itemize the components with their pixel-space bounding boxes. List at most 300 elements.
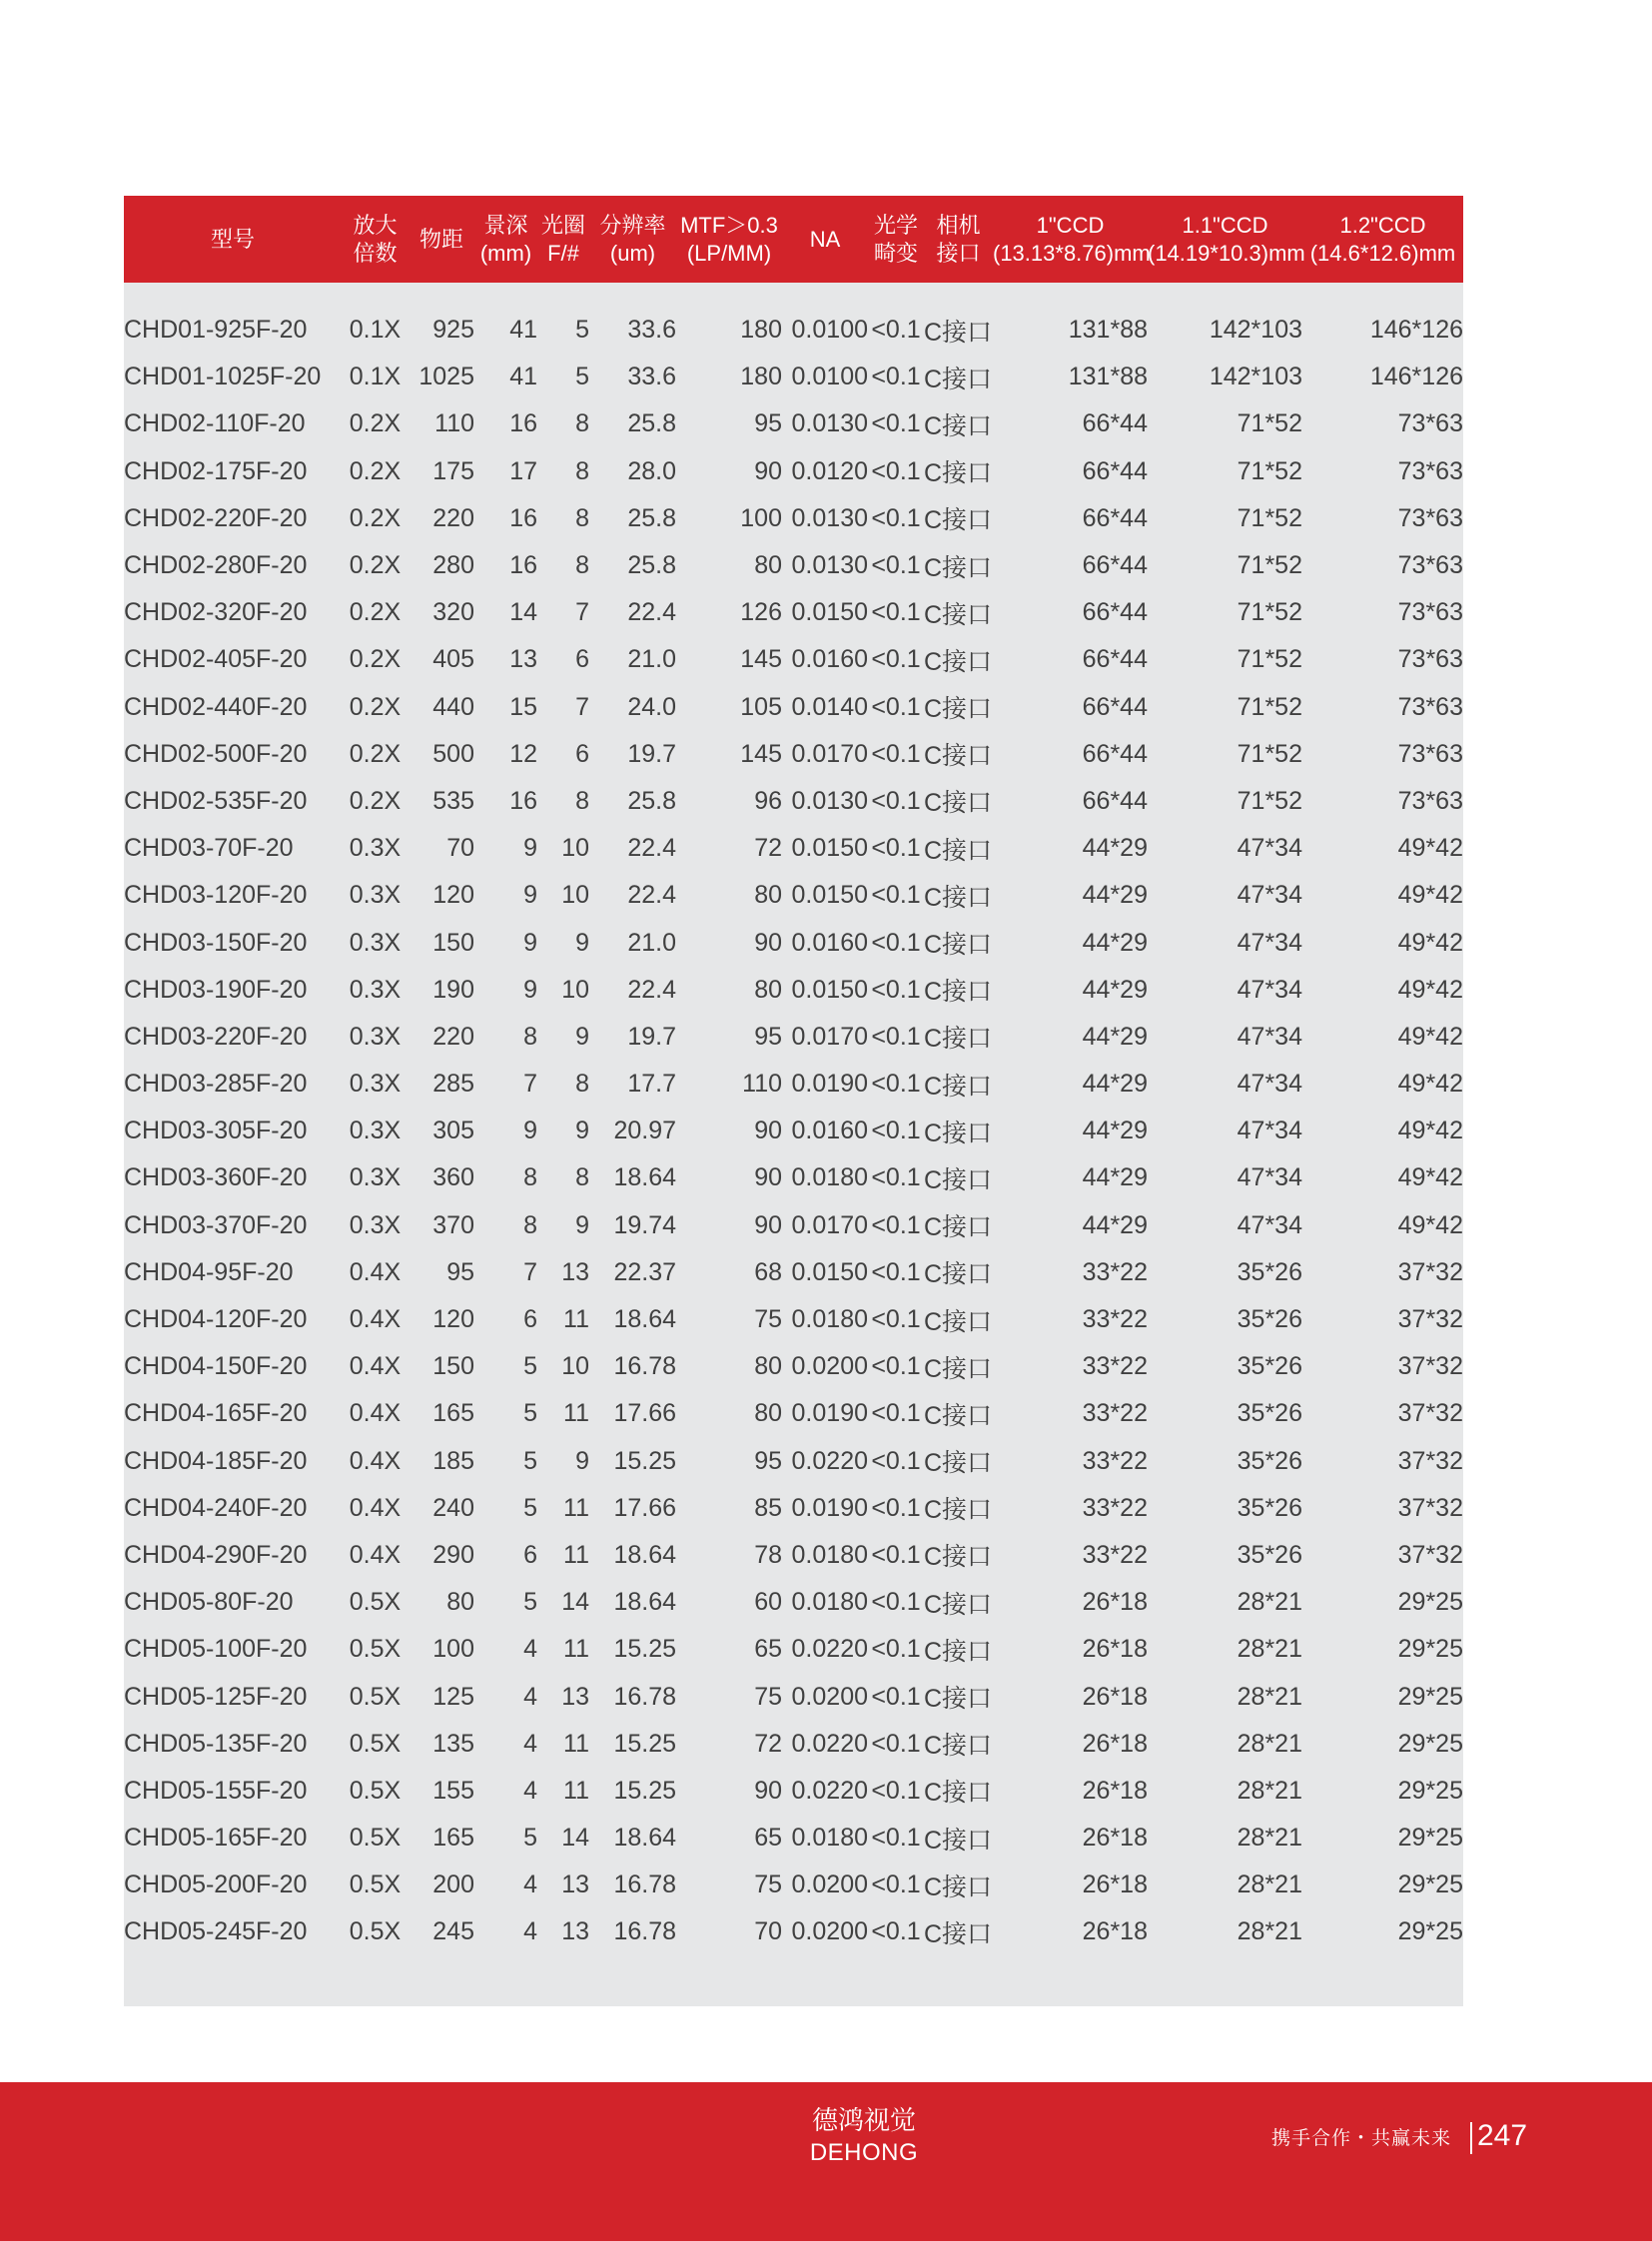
ccd-1in-cell: 26*18 [1082, 1917, 1148, 1946]
column-header-line2: (mm) [479, 240, 532, 266]
ccd-1-2in-cell: 49*42 [1397, 975, 1463, 1004]
table-row [124, 1438, 1463, 1485]
na-cell: 0.0100 [791, 363, 868, 391]
ccd-1-1in-cell: 47*34 [1237, 834, 1302, 863]
ccd-1in-cell: 33*22 [1082, 1352, 1148, 1381]
magnification-cell: 0.3X [349, 1163, 402, 1192]
camera-mount-cell: C接口 [924, 1119, 993, 1147]
depth-of-field-cell: 5 [523, 1352, 537, 1381]
camera-mount-cell: C接口 [924, 1072, 993, 1101]
magnification-cell: 0.5X [349, 1729, 402, 1758]
mtf-cell: 90 [754, 456, 782, 485]
na-cell: 0.0150 [791, 834, 868, 863]
mtf-cell: 68 [754, 1257, 782, 1286]
ccd-1-1in-cell: 71*52 [1237, 692, 1302, 721]
table-row [124, 307, 1463, 354]
camera-mount-cell: C接口 [924, 1872, 993, 1901]
distortion-cell: <0.1 [871, 1070, 921, 1099]
depth-of-field-cell: 4 [523, 1729, 537, 1758]
working-distance-cell: 185 [432, 1446, 474, 1475]
distortion-cell: <0.1 [871, 1163, 921, 1192]
footer-slogan: 携手合作・共赢未来 [1271, 2128, 1452, 2149]
distortion-cell: <0.1 [871, 834, 921, 863]
na-cell: 0.0150 [791, 598, 868, 627]
ccd-1-1in-cell: 28*21 [1237, 1870, 1302, 1899]
magnification-cell: 0.5X [349, 1824, 402, 1853]
column-header-line2: 倍数 [353, 240, 398, 266]
magnification-cell: 0.2X [349, 409, 402, 438]
table-row [124, 919, 1463, 966]
working-distance-cell: 120 [432, 881, 474, 910]
model-cell: CHD03-360F-20 [124, 1163, 308, 1192]
camera-mount-cell: C接口 [924, 1637, 993, 1666]
working-distance-cell: 285 [432, 1070, 474, 1099]
distortion-cell: <0.1 [871, 1446, 921, 1475]
distortion-cell: <0.1 [871, 1870, 921, 1899]
depth-of-field-cell: 16 [509, 786, 537, 815]
magnification-cell: 0.4X [349, 1493, 402, 1522]
column-header-line1: 型号 [210, 226, 255, 252]
magnification-cell: 0.4X [349, 1446, 402, 1475]
ccd-1-2in-cell: 29*25 [1397, 1824, 1463, 1853]
ccd-1in-cell: 44*29 [1082, 1022, 1148, 1051]
mtf-cell: 90 [754, 1210, 782, 1239]
distortion-cell: <0.1 [871, 1022, 921, 1051]
resolution-cell: 28.0 [627, 456, 676, 485]
table-row [124, 400, 1463, 447]
model-cell: CHD02-440F-20 [124, 692, 308, 721]
na-cell: 0.0200 [791, 1352, 868, 1381]
na-cell: 0.0220 [791, 1729, 868, 1758]
ccd-1in-cell: 26*18 [1082, 1729, 1148, 1758]
magnification-cell: 0.2X [349, 551, 402, 580]
ccd-1in-cell: 44*29 [1082, 928, 1148, 957]
aperture-cell: 8 [575, 1070, 589, 1099]
ccd-1-2in-cell: 49*42 [1397, 1070, 1463, 1099]
depth-of-field-cell: 9 [523, 1117, 537, 1145]
working-distance-cell: 165 [432, 1824, 474, 1853]
distortion-cell: <0.1 [871, 1824, 921, 1853]
distortion-cell: <0.1 [871, 316, 921, 345]
aperture-cell: 11 [563, 1305, 589, 1334]
depth-of-field-cell: 9 [523, 975, 537, 1004]
working-distance-cell: 360 [432, 1163, 474, 1192]
mtf-cell: 80 [754, 881, 782, 910]
camera-mount-cell: C接口 [924, 1354, 993, 1383]
model-cell: CHD03-370F-20 [124, 1210, 308, 1239]
ccd-1-2in-cell: 29*25 [1397, 1729, 1463, 1758]
ccd-1in-cell: 44*29 [1082, 1163, 1148, 1192]
depth-of-field-cell: 4 [523, 1682, 537, 1711]
camera-mount-cell: C接口 [924, 883, 993, 912]
distortion-cell: <0.1 [871, 739, 921, 768]
distortion-cell: <0.1 [871, 503, 921, 532]
mtf-cell: 90 [754, 1776, 782, 1805]
ccd-1in-cell: 26*18 [1082, 1870, 1148, 1899]
resolution-cell: 18.64 [613, 1305, 676, 1334]
model-cell: CHD02-320F-20 [124, 598, 308, 627]
column-header [1148, 196, 1305, 283]
spec-table-panel [124, 196, 1463, 2006]
distortion-cell: <0.1 [871, 1305, 921, 1334]
camera-mount-cell: C接口 [924, 506, 993, 535]
resolution-cell: 18.64 [613, 1163, 676, 1192]
ccd-1-2in-cell: 37*32 [1397, 1399, 1463, 1428]
ccd-1-1in-cell: 71*52 [1237, 456, 1302, 485]
magnification-cell: 0.3X [349, 1022, 402, 1051]
depth-of-field-cell: 9 [523, 928, 537, 957]
camera-mount-cell: C接口 [924, 836, 993, 865]
table-row [124, 589, 1463, 636]
ccd-1in-cell: 44*29 [1082, 1210, 1148, 1239]
column-header-line2: 接口 [936, 240, 981, 266]
aperture-cell: 8 [575, 503, 589, 532]
model-cell: CHD05-200F-20 [124, 1870, 308, 1899]
na-cell: 0.0200 [791, 1682, 868, 1711]
table-row [124, 967, 1463, 1014]
ccd-1-2in-cell: 29*25 [1397, 1588, 1463, 1617]
spec-table [124, 196, 1463, 1956]
working-distance-cell: 165 [432, 1399, 474, 1428]
model-cell: CHD05-165F-20 [124, 1824, 308, 1853]
ccd-1in-cell: 44*29 [1082, 881, 1148, 910]
distortion-cell: <0.1 [871, 1399, 921, 1428]
working-distance-cell: 535 [432, 786, 474, 815]
camera-mount-cell: C接口 [924, 742, 993, 771]
ccd-1in-cell: 66*44 [1082, 551, 1148, 580]
aperture-cell: 6 [575, 739, 589, 768]
table-row [124, 825, 1463, 872]
ccd-1-1in-cell: 28*21 [1237, 1588, 1302, 1617]
mtf-cell: 126 [740, 598, 782, 627]
camera-mount-cell: C接口 [924, 1449, 993, 1478]
table-row [124, 1154, 1463, 1201]
na-cell: 0.0220 [791, 1776, 868, 1805]
resolution-cell: 15.25 [613, 1635, 676, 1664]
magnification-cell: 0.4X [349, 1540, 402, 1569]
model-cell: CHD02-110F-20 [124, 409, 306, 438]
camera-mount-cell: C接口 [924, 553, 993, 582]
ccd-1in-cell: 33*22 [1082, 1446, 1148, 1475]
magnification-cell: 0.4X [349, 1352, 402, 1381]
column-header [868, 196, 924, 283]
distortion-cell: <0.1 [871, 1210, 921, 1239]
ccd-1-1in-cell: 47*34 [1237, 1117, 1302, 1145]
distortion-cell: <0.1 [871, 881, 921, 910]
mtf-cell: 90 [754, 1163, 782, 1192]
ccd-1-2in-cell: 73*63 [1397, 645, 1463, 674]
column-header-line1: 分辨率 [599, 212, 666, 238]
mtf-cell: 96 [754, 786, 782, 815]
working-distance-cell: 280 [432, 551, 474, 580]
ccd-1-1in-cell: 47*34 [1237, 881, 1302, 910]
mtf-cell: 80 [754, 1352, 782, 1381]
mtf-cell: 65 [754, 1635, 782, 1664]
resolution-cell: 15.25 [613, 1446, 676, 1475]
working-distance-cell: 135 [432, 1729, 474, 1758]
na-cell: 0.0200 [791, 1870, 868, 1899]
resolution-cell: 17.66 [613, 1399, 676, 1428]
depth-of-field-cell: 4 [523, 1917, 537, 1946]
model-cell: CHD02-220F-20 [124, 503, 308, 532]
ccd-1in-cell: 33*22 [1082, 1493, 1148, 1522]
na-cell: 0.0190 [791, 1399, 868, 1428]
model-cell: CHD03-285F-20 [124, 1070, 308, 1099]
resolution-cell: 16.78 [613, 1870, 676, 1899]
ccd-1-2in-cell: 49*42 [1397, 1163, 1463, 1192]
model-cell: CHD04-240F-20 [124, 1493, 308, 1522]
camera-mount-cell: C接口 [924, 1025, 993, 1054]
table-row [124, 1862, 1463, 1908]
ccd-1-2in-cell: 146*126 [1369, 316, 1463, 345]
distortion-cell: <0.1 [871, 1493, 921, 1522]
ccd-1-1in-cell: 47*34 [1237, 1022, 1302, 1051]
ccd-1in-cell: 66*44 [1082, 786, 1148, 815]
table-header-row [124, 196, 1463, 283]
working-distance-cell: 290 [432, 1540, 474, 1569]
ccd-1-1in-cell: 71*52 [1237, 645, 1302, 674]
depth-of-field-cell: 4 [523, 1870, 537, 1899]
na-cell: 0.0180 [791, 1163, 868, 1192]
magnification-cell: 0.2X [349, 503, 402, 532]
ccd-1-2in-cell: 49*42 [1397, 1022, 1463, 1051]
magnification-cell: 0.4X [349, 1257, 402, 1286]
aperture-cell: 11 [563, 1399, 589, 1428]
model-cell: CHD04-150F-20 [124, 1352, 308, 1381]
ccd-1-2in-cell: 73*63 [1397, 551, 1463, 580]
aperture-cell: 6 [575, 645, 589, 674]
na-cell: 0.0150 [791, 1257, 868, 1286]
camera-mount-cell: C接口 [924, 1307, 993, 1336]
aperture-cell: 9 [575, 928, 589, 957]
magnification-cell: 0.2X [349, 645, 402, 674]
magnification-cell: 0.1X [349, 363, 402, 391]
ccd-1-1in-cell: 28*21 [1237, 1729, 1302, 1758]
na-cell: 0.0130 [791, 503, 868, 532]
distortion-cell: <0.1 [871, 456, 921, 485]
depth-of-field-cell: 12 [509, 739, 537, 768]
table-row [124, 1061, 1463, 1108]
ccd-1-2in-cell: 49*42 [1397, 834, 1463, 863]
aperture-cell: 14 [561, 1588, 589, 1617]
ccd-1in-cell: 44*29 [1082, 834, 1148, 863]
ccd-1in-cell: 33*22 [1082, 1540, 1148, 1569]
ccd-1-1in-cell: 35*26 [1237, 1305, 1302, 1334]
depth-of-field-cell: 8 [523, 1022, 537, 1051]
aperture-cell: 8 [575, 551, 589, 580]
mtf-cell: 80 [754, 1399, 782, 1428]
ccd-1in-cell: 66*44 [1082, 409, 1148, 438]
ccd-1in-cell: 66*44 [1082, 456, 1148, 485]
aperture-cell: 11 [563, 1493, 589, 1522]
column-header-line1: 1.2"CCD [1339, 212, 1426, 238]
resolution-cell: 25.8 [627, 786, 676, 815]
resolution-cell: 16.78 [613, 1352, 676, 1381]
distortion-cell: <0.1 [871, 1776, 921, 1805]
working-distance-cell: 150 [432, 1352, 474, 1381]
working-distance-cell: 925 [432, 316, 474, 345]
magnification-cell: 0.3X [349, 834, 402, 863]
magnification-cell: 0.2X [349, 786, 402, 815]
model-cell: CHD02-280F-20 [124, 551, 308, 580]
resolution-cell: 19.7 [627, 739, 676, 768]
ccd-1in-cell: 26*18 [1082, 1776, 1148, 1805]
table-row [124, 778, 1463, 825]
camera-mount-cell: C接口 [924, 1496, 993, 1525]
column-header [342, 196, 409, 283]
ccd-1in-cell: 66*44 [1082, 503, 1148, 532]
magnification-cell: 0.3X [349, 1210, 402, 1239]
depth-of-field-cell: 17 [509, 456, 537, 485]
camera-mount-cell: C接口 [924, 695, 993, 724]
aperture-cell: 9 [575, 1022, 589, 1051]
depth-of-field-cell: 16 [509, 551, 537, 580]
ccd-1-1in-cell: 35*26 [1237, 1257, 1302, 1286]
ccd-1-1in-cell: 71*52 [1237, 551, 1302, 580]
ccd-1-1in-cell: 71*52 [1237, 503, 1302, 532]
mtf-cell: 105 [740, 692, 782, 721]
distortion-cell: <0.1 [871, 692, 921, 721]
working-distance-cell: 320 [432, 598, 474, 627]
ccd-1-2in-cell: 73*63 [1397, 739, 1463, 768]
ccd-1-1in-cell: 28*21 [1237, 1824, 1302, 1853]
distortion-cell: <0.1 [871, 645, 921, 674]
working-distance-cell: 110 [434, 409, 474, 438]
table-row [124, 1390, 1463, 1437]
column-header [924, 196, 993, 283]
working-distance-cell: 240 [432, 1493, 474, 1522]
distortion-cell: <0.1 [871, 786, 921, 815]
distortion-cell: <0.1 [871, 1917, 921, 1946]
camera-mount-cell: C接口 [924, 365, 993, 393]
aperture-cell: 14 [561, 1824, 589, 1853]
distortion-cell: <0.1 [871, 1540, 921, 1569]
column-header-line1: 光圈 [540, 212, 585, 238]
ccd-1-2in-cell: 73*63 [1397, 409, 1463, 438]
model-cell: CHD04-165F-20 [124, 1399, 308, 1428]
table-row [124, 1296, 1463, 1343]
mtf-cell: 60 [754, 1588, 782, 1617]
distortion-cell: <0.1 [871, 598, 921, 627]
camera-mount-cell: C接口 [924, 1779, 993, 1808]
resolution-cell: 17.66 [613, 1493, 676, 1522]
na-cell: 0.0180 [791, 1588, 868, 1617]
magnification-cell: 0.5X [349, 1588, 402, 1617]
magnification-cell: 0.3X [349, 1117, 402, 1145]
resolution-cell: 22.4 [627, 834, 676, 863]
column-header-line1: MTF＞0.3 [680, 212, 778, 238]
ccd-1-2in-cell: 29*25 [1397, 1870, 1463, 1899]
resolution-cell: 22.4 [627, 881, 676, 910]
ccd-1-2in-cell: 73*63 [1397, 598, 1463, 627]
table-row [124, 495, 1463, 542]
camera-mount-cell: C接口 [924, 931, 993, 960]
depth-of-field-cell: 5 [523, 1399, 537, 1428]
page-number: 247 [1477, 2119, 1528, 2152]
aperture-cell: 8 [575, 409, 589, 438]
column-header-line1: 1.1"CCD [1182, 212, 1268, 238]
model-cell: CHD04-95F-20 [124, 1257, 294, 1286]
resolution-cell: 33.6 [627, 363, 676, 391]
table-row [124, 1108, 1463, 1154]
depth-of-field-cell: 7 [523, 1257, 537, 1286]
distortion-cell: <0.1 [871, 975, 921, 1004]
working-distance-cell: 500 [432, 739, 474, 768]
ccd-1in-cell: 33*22 [1082, 1399, 1148, 1428]
column-header [993, 196, 1151, 283]
table-row [124, 731, 1463, 778]
column-header [782, 196, 868, 283]
camera-mount-cell: C接口 [924, 1590, 993, 1619]
column-header-line1: 相机 [936, 212, 981, 238]
table-row [124, 1202, 1463, 1249]
working-distance-cell: 220 [432, 1022, 474, 1051]
na-cell: 0.0160 [791, 645, 868, 674]
camera-mount-cell: C接口 [924, 1260, 993, 1289]
resolution-cell: 33.6 [627, 316, 676, 345]
depth-of-field-cell: 13 [509, 645, 537, 674]
depth-of-field-cell: 16 [509, 409, 537, 438]
magnification-cell: 0.5X [349, 1635, 402, 1664]
resolution-cell: 21.0 [627, 928, 676, 957]
model-cell: CHD05-100F-20 [124, 1635, 308, 1664]
model-cell: CHD02-405F-20 [124, 645, 308, 674]
aperture-cell: 8 [575, 456, 589, 485]
model-cell: CHD02-175F-20 [124, 456, 308, 485]
aperture-cell: 9 [575, 1117, 589, 1145]
ccd-1-1in-cell: 71*52 [1237, 739, 1302, 768]
magnification-cell: 0.3X [349, 975, 402, 1004]
ccd-1-2in-cell: 73*63 [1397, 456, 1463, 485]
na-cell: 0.0180 [791, 1824, 868, 1853]
aperture-cell: 11 [563, 1635, 589, 1664]
aperture-cell: 5 [575, 363, 589, 391]
ccd-1-2in-cell: 73*63 [1397, 786, 1463, 815]
working-distance-cell: 1025 [418, 363, 474, 391]
magnification-cell: 0.3X [349, 928, 402, 957]
distortion-cell: <0.1 [871, 409, 921, 438]
resolution-cell: 19.74 [613, 1210, 676, 1239]
camera-mount-cell: C接口 [924, 459, 993, 488]
na-cell: 0.0180 [791, 1305, 868, 1334]
working-distance-cell: 95 [446, 1257, 474, 1286]
model-cell: CHD02-535F-20 [124, 786, 308, 815]
column-header-line2: (LP/MM) [686, 240, 772, 266]
column-header-line1: 物距 [418, 226, 463, 252]
mtf-cell: 95 [754, 1446, 782, 1475]
mtf-cell: 180 [740, 363, 782, 391]
camera-mount-cell: C接口 [924, 1543, 993, 1572]
na-cell: 0.0130 [791, 786, 868, 815]
aperture-cell: 8 [575, 786, 589, 815]
aperture-cell: 10 [561, 834, 589, 863]
table-row [124, 448, 1463, 495]
magnification-cell: 0.3X [349, 881, 402, 910]
mtf-cell: 145 [740, 739, 782, 768]
ccd-1-1in-cell: 35*26 [1237, 1446, 1302, 1475]
depth-of-field-cell: 4 [523, 1776, 537, 1805]
aperture-cell: 10 [561, 975, 589, 1004]
model-cell: CHD03-305F-20 [124, 1117, 308, 1145]
ccd-1in-cell: 26*18 [1082, 1824, 1148, 1853]
depth-of-field-cell: 7 [523, 1070, 537, 1099]
table-row [124, 1249, 1463, 1296]
model-cell: CHD03-150F-20 [124, 928, 308, 957]
camera-mount-cell: C接口 [924, 647, 993, 676]
depth-of-field-cell: 8 [523, 1210, 537, 1239]
working-distance-cell: 175 [432, 456, 474, 485]
resolution-cell: 25.8 [627, 409, 676, 438]
